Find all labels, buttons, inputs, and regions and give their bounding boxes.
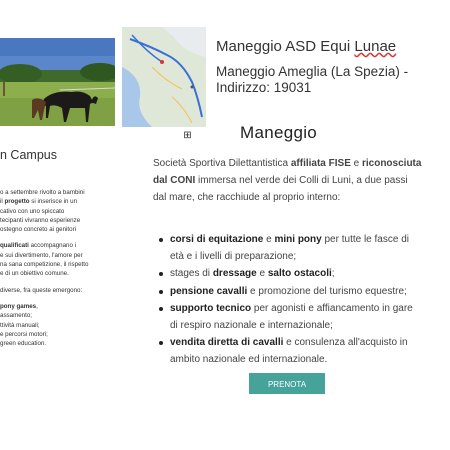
campus-line: na sana competizione, il rispetto	[0, 261, 89, 269]
campus-line: assamento;	[0, 312, 32, 320]
campus-line: o a settembre rivolto a bambini	[0, 189, 85, 196]
location-map[interactable]	[122, 27, 206, 127]
campus-line: e sui divertimento, l'amore per	[0, 251, 83, 259]
campus-line: qualificati accompagnano i	[0, 242, 77, 250]
campus-line: pony games,	[0, 302, 38, 310]
features-list	[153, 232, 423, 369]
section-title: Maneggio	[240, 123, 318, 142]
campus-line: diverse, fra queste emergono:	[0, 286, 83, 294]
campus-line: e percorsi motori;	[0, 330, 48, 338]
campus-line: ttività manuali;	[0, 321, 40, 329]
list-item: vendita diretta di cavalli e consulenza all'acquisto in ambito nazionale ed internazionale.	[153, 335, 423, 368]
campus-description	[0, 188, 115, 355]
campus-line: il progetto si inserisce in un	[0, 198, 78, 206]
campus-line: cativo con uno spiccato	[0, 207, 65, 215]
campus-line: ostegno concreto ai genitori	[0, 226, 77, 234]
list-item: stages di dressage e salto ostacoli;	[153, 266, 423, 283]
list-item: corsi di equitazione e mini pony per tutte le fasce di età e i livelli di preparazione;	[153, 232, 423, 265]
address-text: Maneggio Ameglia (La Spezia) - Indirizzo: 19031	[216, 64, 409, 95]
section-description: Società Sportiva Dilettantistica affiliata FISE e riconosciuta dal CONI immersa nel verde dei Colli di Luni, a due passi dal mare, che racchiude al proprio interno:	[153, 158, 422, 203]
horses-photo[interactable]	[0, 38, 115, 126]
page-title: Maneggio ASD Equi Lunae	[216, 38, 397, 55]
expand-icon[interactable]: ⊞	[183, 130, 192, 141]
book-button[interactable]: PRENOTA	[249, 373, 325, 394]
list-item: pensione cavalli e promozione del turismo equestre;	[153, 284, 423, 301]
list-item: supporto tecnico per agonisti e affiancamento in gare di respiro nazionale e internazionale;	[153, 301, 423, 334]
campus-line: green education.	[0, 340, 47, 348]
campus-line: tecipanti vivranno esperienze	[0, 216, 81, 224]
campus-title: n Campus	[0, 148, 57, 162]
campus-line: e di un obiettivo comune.	[0, 270, 69, 278]
